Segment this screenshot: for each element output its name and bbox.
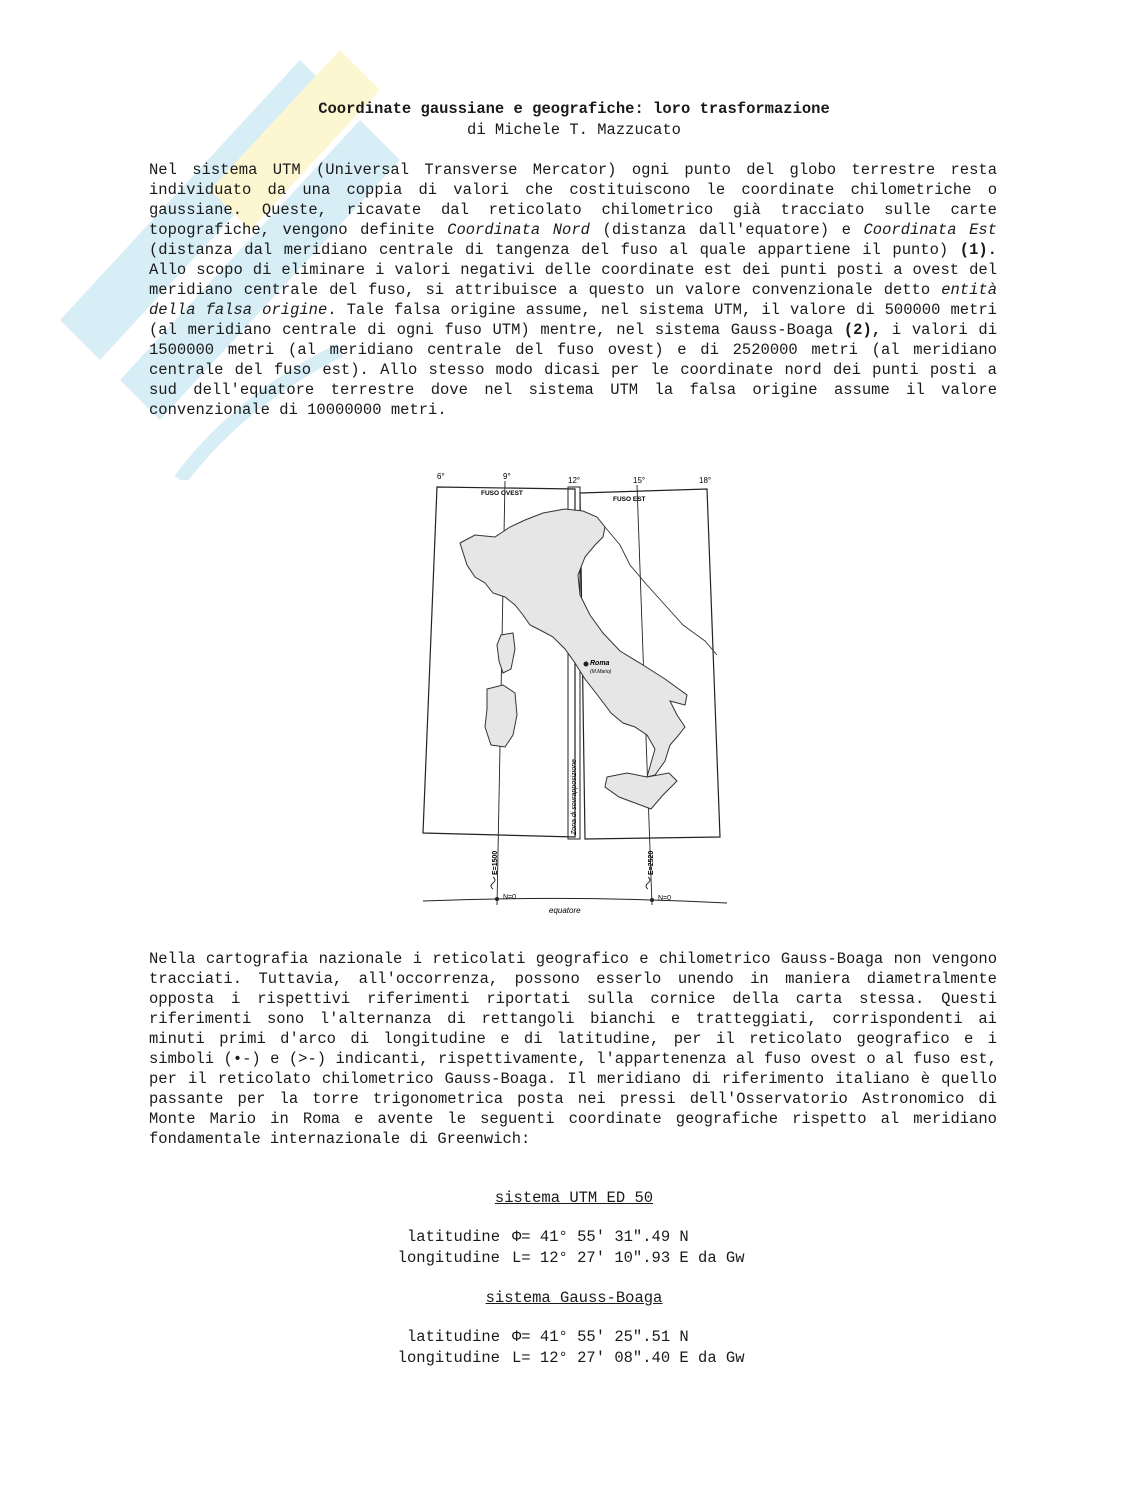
utm-longitude-row: longitudine L= 12° 27′ 10″.93 E da Gw [397,1249,745,1267]
gb-longitude-row: longitudine L= 12° 27′ 08″.40 E da Gw [397,1349,745,1367]
map-label-6: 6° [437,472,445,481]
italy-zones-map [415,465,735,915]
fuso-est-label: FUSO EST [613,496,646,503]
fuso-ovest-label: FUSO OVEST [481,490,523,497]
rome-sublabel: (M.Mario) [590,669,612,675]
gauss-boaga-heading: sistema Gauss-Boaga [485,1289,663,1307]
rome-label: Roma [590,660,610,667]
intro-paragraph: Nel sistema UTM (Universal Transverse Mercator) ogni punto del globo terrestre resta individuato da una coppia di valori che costituiscono le coordinate chilometriche o gaussiane. Queste, ricavate dal reticolato chilometrico già tracciato sulle carte topografiche, vengono definite Coordinata Nord (distanza dall'equatore) e Coordinata Est (distanza dal meridiano centrale di tangenza del fuso al quale appartiene il punto) (1). Allo scopo di eliminare i valori negativi delle coordinate est dei punti posti a ovest del meridiano centrale del fuso, si attribuisce a questo un valore convenzionale detto entità della falsa origine. Tale falsa origine assume, nel sistema UTM, il valore di 500000 metri (al meridiano centrale di ogni fuso UTM) mentre, nel sistema Gauss-Boaga (2), i valori di 1500000 metri (al meridiano centrale del fuso ovest) e di 2520000 metri (al meridiano centrale del fuso est). Allo stesso modo dicasi per le coordinate nord dei punti posti a sud dell'equatore terrestre dove nel sistema UTM la falsa origine assume il valore convenzionale di 10000000 metri. [149,161,997,419]
n-zero-left: N=0 [503,894,517,901]
footnote-ref-1: (1). [959,241,997,259]
easting-east-label: E=2520 [648,850,655,875]
map-label-18: 18° [699,476,712,485]
map-label-9: 9° [503,472,511,481]
sardinia-shape [485,685,517,747]
document-author: di Michele T. Mazzucato [467,121,681,139]
equator-label: equatore [549,906,581,915]
map-label-12: 12° [568,476,581,485]
document-title: Coordinate gaussiane e geografiche: loro trasformazione [318,100,830,118]
second-paragraph: Nella cartografia nazionale i reticolati geografico e chilometrico Gauss-Boaga non vengono tracciati. Tuttavia, all'occorrenza, possono esserlo unendo in maniera diametralmente opposta i rispettivi riferimenti riportati sulla cornice della carta stessa. Questi riferimenti sono l'alternanza di rettangoli bianchi e tratteggiati, corrispondenti ai minuti primi d'arco di longitudine e di latitudine, per il reticolato geografico e i simboli (•-) e (>-) indicanti, rispettivamente, l'appartenenza al fuso ovest o al fuso est, per il reticolato chilometrico Gauss-Boaga. Il meridiano di riferimento italiano è quello passante per la torre trigonometrica posta nei pressi dell'Osservatorio Astronomico di Monte Mario in Roma e avente le seguenti coordinate geografiche rispetto al meridiano fondamentale internazionale di Greenwich: [149,950,997,1148]
gb-latitude-row: latitudine Φ= 41° 55′ 25″.51 N [406,1328,689,1346]
footnote-ref-2: (2), [843,321,882,339]
sicily-shape [605,773,677,809]
rome-marker-icon [584,662,589,667]
easting-west-label: E=1500 [492,850,499,875]
corsica-shape [497,633,515,673]
overlap-zone-label: Zona di sovrapposizione [571,759,578,835]
n-zero-right: N=0 [658,895,672,902]
map-label-15: 15° [633,476,646,485]
utm-system-heading: sistema UTM ED 50 [494,1189,654,1207]
utm-latitude-row: latitudine Φ= 41° 55′ 31″.49 N [406,1228,689,1246]
